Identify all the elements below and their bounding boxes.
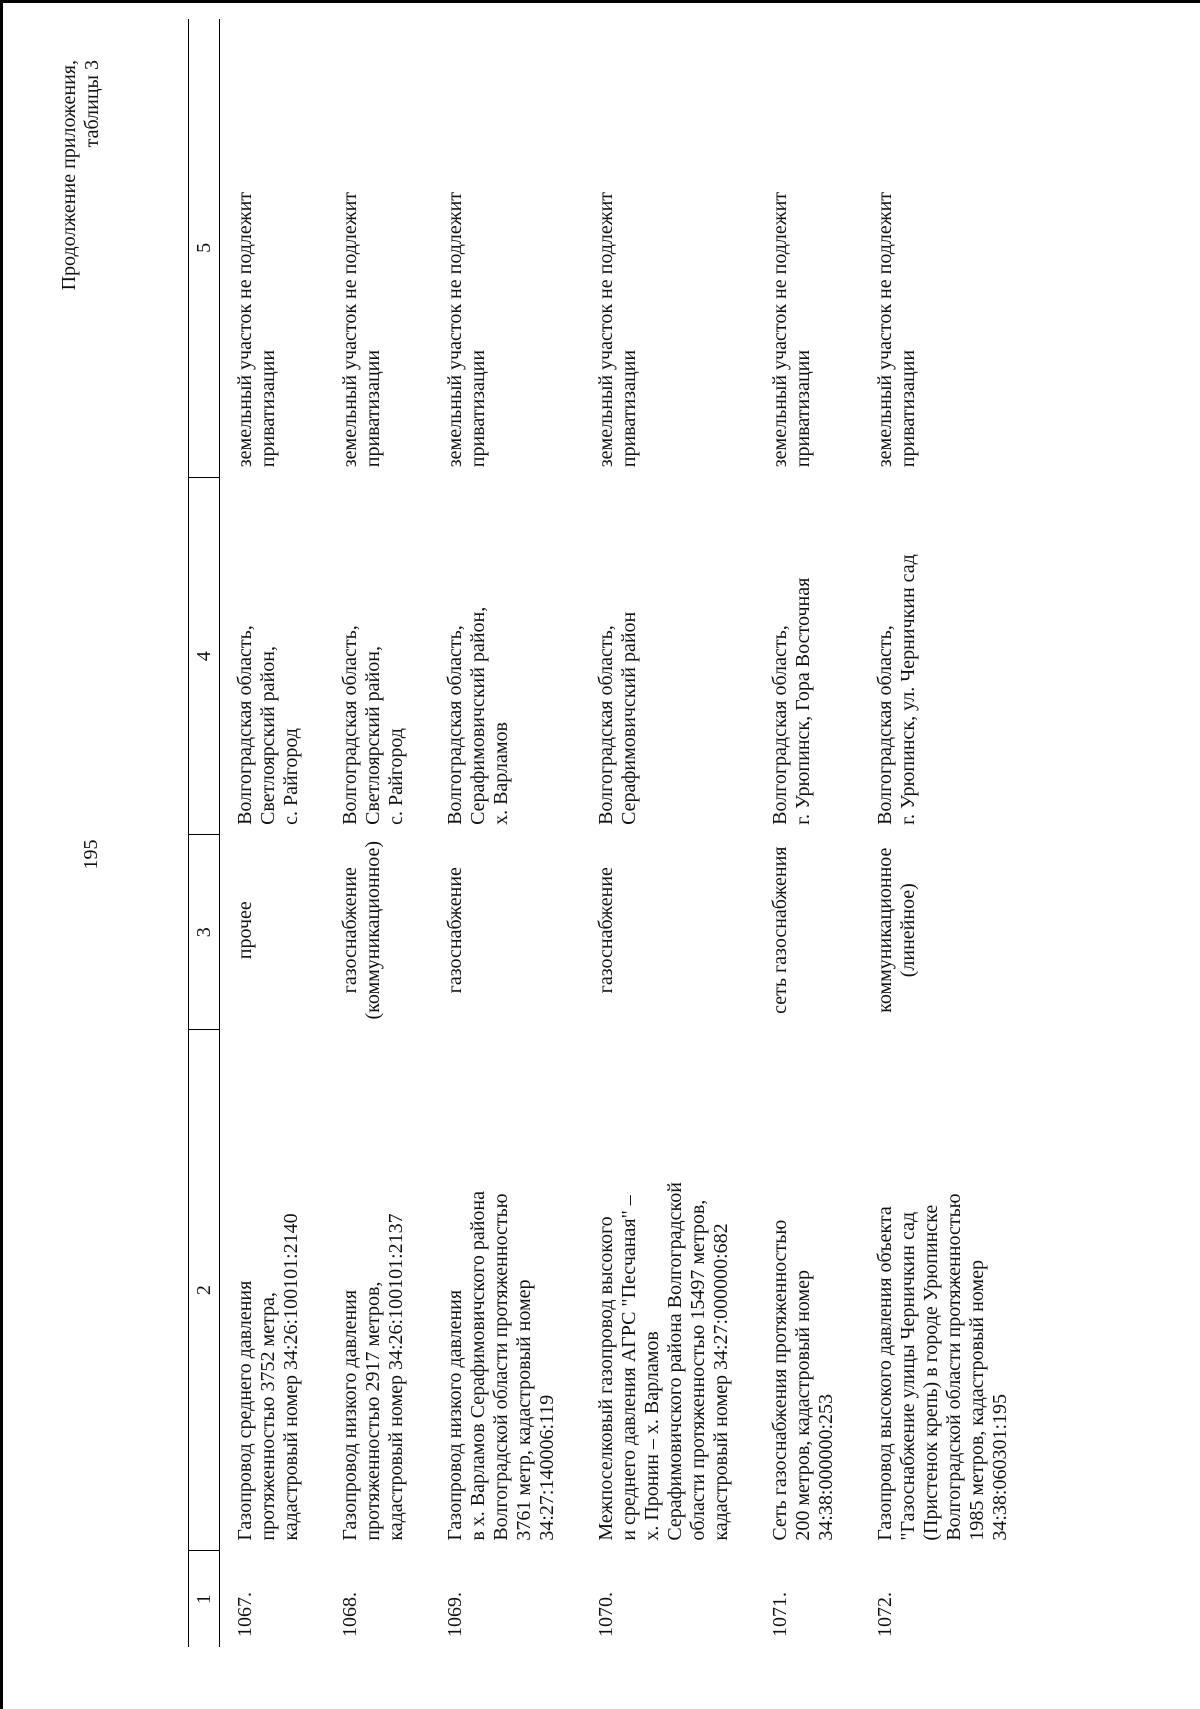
cell-line: земельный участок не подлежит xyxy=(595,191,617,468)
cell-line: 34:38:060301:195 xyxy=(989,1393,1011,1541)
cell-line: 3761 метр, кадастровый номер xyxy=(513,1279,535,1541)
cell-line: прочее xyxy=(234,901,256,960)
privatization-status-cell xyxy=(325,19,430,477)
cell-line: кадастровый номер 34:26:100101:2137 xyxy=(385,1213,407,1541)
cell-line: Волгоградская область, xyxy=(874,625,896,825)
cell-line: Волгоградская область, xyxy=(595,625,617,825)
table-header xyxy=(189,19,220,1647)
purpose-cell xyxy=(325,835,430,1030)
continuation-line: таблицы 3 xyxy=(81,60,103,148)
cell-line: Волгоградская область, xyxy=(444,625,466,825)
cell-line: приватизации xyxy=(792,349,814,468)
cell-line: земельный участок не подлежит xyxy=(874,191,896,468)
table-row xyxy=(860,19,1034,1647)
table-row xyxy=(220,19,326,1647)
privatization-status-cell xyxy=(755,19,860,477)
purpose-cell xyxy=(430,835,581,1030)
table-row xyxy=(755,19,860,1647)
cell-line: х. Варламов xyxy=(490,721,512,825)
privatization-status-cell xyxy=(581,19,755,477)
cell-line: приватизации xyxy=(467,349,489,468)
cell-line: 34:38:000000:253 xyxy=(815,1393,837,1541)
cell-line: (линейное) xyxy=(897,883,919,978)
cell-line: протяженностью 3752 метра, xyxy=(257,1292,279,1541)
cell-line: "Газоснабжение улицы Черничкин сад xyxy=(897,1211,919,1541)
privatization-status-cell xyxy=(220,19,326,477)
cell-line: приватизации xyxy=(257,349,279,468)
cell-line: (коммуникационное) xyxy=(362,840,384,1020)
column-header: 3 xyxy=(189,835,220,1030)
location-cell xyxy=(430,477,581,835)
cell-line: области протяженностью 15497 метров, xyxy=(687,1199,709,1541)
cell-line: г. Урюпинск, Гора Восточная xyxy=(792,577,814,825)
cell-line: Серафимовичский район, xyxy=(467,606,489,825)
property-table xyxy=(188,19,1034,1647)
cell-line: Светлоярский район, xyxy=(257,646,279,825)
object-description-cell xyxy=(755,1030,860,1551)
cell-line: Волгоградская область, xyxy=(769,625,791,825)
cell-line: (Пристенок крепь) в городе Урюпинске xyxy=(920,1204,942,1541)
purpose-cell xyxy=(581,835,755,1030)
cell-line: приватизации xyxy=(897,349,919,468)
cell-line: Волгоградская область, xyxy=(339,625,361,825)
cell-line: Серафимовичского района Волгоградской xyxy=(664,1182,686,1541)
object-description-cell xyxy=(860,1030,1034,1551)
row-number-cell: 1071. xyxy=(769,1592,791,1637)
location-cell xyxy=(581,477,755,835)
cell-line: кадастровый номер 34:27:000000:682 xyxy=(710,1223,732,1541)
object-description-cell xyxy=(325,1030,430,1551)
column-header: 5 xyxy=(189,19,220,477)
cell-line: Газопровод среднего давления xyxy=(234,1280,256,1541)
page-number: 195 xyxy=(80,839,102,870)
cell-line: г. Урюпинск, ул. Черничкин сад xyxy=(897,554,919,825)
cell-line: Газопровод высокого давления объекта xyxy=(874,1206,896,1541)
row-number-cell: 1068. xyxy=(339,1592,361,1637)
cell-line: Серафимовичский район xyxy=(618,611,640,825)
cell-line: протяженностью 2917 метров, xyxy=(362,1281,384,1541)
location-cell xyxy=(860,477,1034,835)
row-number-cell: 1070. xyxy=(595,1592,617,1637)
column-header: 1 xyxy=(189,1551,220,1647)
purpose-cell xyxy=(220,835,326,1030)
cell-line: Сеть газоснабжения протяженностью xyxy=(769,1219,791,1541)
table-row xyxy=(581,19,755,1647)
cell-line: и среднего давления АГРС "Песчаная" – xyxy=(618,1195,640,1541)
privatization-status-cell xyxy=(430,19,581,477)
column-header: 4 xyxy=(189,477,220,835)
cell-line: земельный участок не подлежит xyxy=(234,191,256,468)
privatization-status-cell xyxy=(860,19,1034,477)
cell-line: земельный участок не подлежит xyxy=(769,191,791,468)
cell-line: с. Райгород xyxy=(385,728,407,825)
table-row xyxy=(430,19,581,1647)
cell-line: коммуникационное xyxy=(874,847,896,1013)
continuation-line: Продолжение приложения, xyxy=(58,60,80,291)
row-number-cell: 1069. xyxy=(444,1592,466,1637)
purpose-cell xyxy=(860,835,1034,1030)
cell-line: газоснабжение xyxy=(595,867,617,994)
cell-line: с. Райгород xyxy=(280,728,302,825)
location-cell xyxy=(755,477,860,835)
cell-line: газоснабжение xyxy=(444,867,466,994)
cell-line: земельный участок не подлежит xyxy=(444,191,466,468)
cell-line: Волгоградской области протяженностью xyxy=(943,1193,965,1541)
cell-line: Волгоградская область, xyxy=(234,625,256,825)
purpose-cell xyxy=(755,835,860,1030)
continuation-note xyxy=(58,60,104,290)
cell-line: Светлоярский район, xyxy=(362,646,384,825)
cell-line: х. Пронин – х. Варламов xyxy=(641,1331,663,1541)
object-description-cell xyxy=(581,1030,755,1551)
object-description-cell xyxy=(220,1030,326,1551)
table-body xyxy=(220,19,1035,1647)
cell-line: сеть газоснабжения xyxy=(769,846,791,1014)
cell-line: 200 метров, кадастровый номер xyxy=(792,1270,814,1541)
cell-line: Газопровод низкого давления xyxy=(339,1289,361,1541)
cell-line: газоснабжение xyxy=(339,867,361,994)
table-row xyxy=(325,19,430,1647)
cell-line: приватизации xyxy=(362,349,384,468)
cell-line: Межпоселковый газопровод высокого xyxy=(595,1216,617,1541)
cell-line: 1985 метров, кадастровый номер xyxy=(966,1260,988,1541)
cell-line: кадастровый номер 34:26:100101:2140 xyxy=(280,1213,302,1541)
row-number-cell: 1067. xyxy=(234,1592,256,1637)
cell-line: земельный участок не подлежит xyxy=(339,191,361,468)
cell-line: 34:27:140006:119 xyxy=(536,1394,558,1541)
location-cell xyxy=(220,477,326,835)
cell-line: в х. Варламов Серафимовичского района xyxy=(467,1190,489,1541)
object-description-cell xyxy=(430,1030,581,1551)
location-cell xyxy=(325,477,430,835)
cell-line: приватизации xyxy=(618,349,640,468)
cell-line: Газопровод низкого давления xyxy=(444,1289,466,1541)
column-header: 2 xyxy=(189,1030,220,1551)
cell-line: Волгоградской области протяженностью xyxy=(490,1193,512,1541)
row-number-cell: 1072. xyxy=(874,1592,896,1637)
